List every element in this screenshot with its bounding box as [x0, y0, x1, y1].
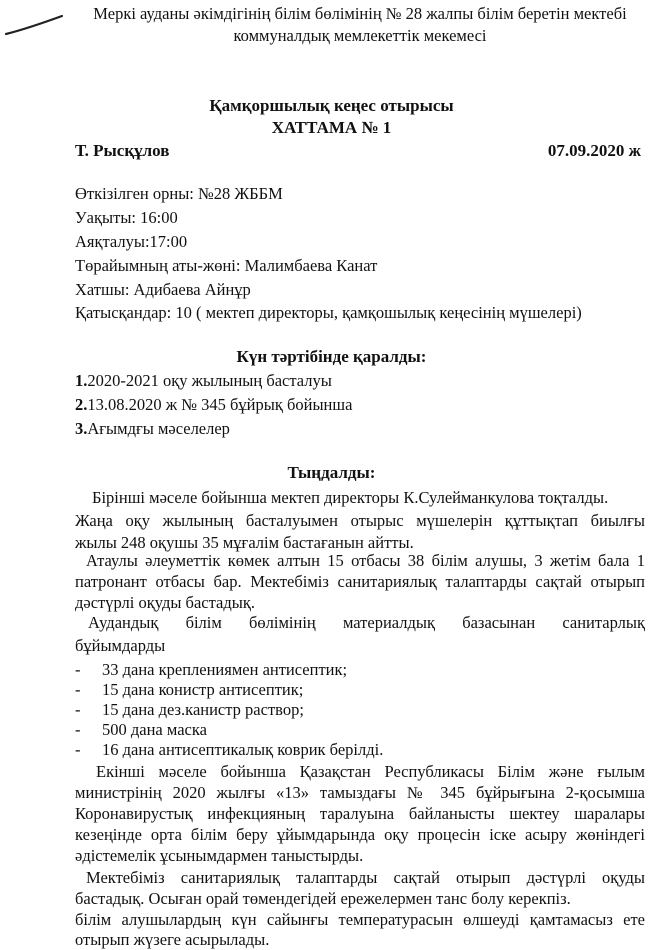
paragraph-3-line-2: патронант отбасы бар. Мектебіміз санитариялық талаптарды сақтай отырып: [75, 572, 645, 591]
list-item: [75, 680, 304, 700]
list-item: [75, 700, 304, 720]
secretary-line: Хатшы: Адибаева Айнұр: [75, 280, 251, 299]
paragraph-3-line-1: Атаулы әлеуметтік көмек алтын 15 отбасы 38 білім алушы, 3 жетім бала 1: [86, 551, 645, 570]
paragraph-5-line-3: Коронавирустық инфекцияның таралуына байланысты шектеу шаралары: [75, 804, 645, 823]
agenda-item: [75, 419, 230, 439]
participants-line: Қатысқандар: 10 ( мектеп директоры, қамқошылық кеңесінің мүшелері): [75, 303, 582, 322]
list-text: 16 дана антисептикалық коврик берілді.: [102, 740, 384, 759]
list-dash: -: [75, 740, 81, 759]
time-line: Уақыты: 16:00: [75, 208, 178, 227]
agenda-item-text: Ағымдғы мәселелер: [87, 419, 230, 438]
paragraph-5-line-1: Екінші мәселе бойынша Қазақстан Республикасы Білім және ғылым: [96, 762, 645, 781]
paragraph-6-line-1: Мектебіміз санитариялық талаптарды сақтай отырып дәстүрлі оқуды: [86, 868, 645, 887]
list-dash: -: [75, 680, 81, 699]
agenda-item-number: 2.: [75, 395, 88, 414]
agenda-item-number: 1.: [75, 371, 88, 390]
end-line: Аяқталуы:17:00: [75, 232, 188, 251]
list-text: 15 дана дез.канистр раствор;: [102, 700, 304, 719]
list-dash: -: [75, 720, 81, 739]
header-line-1: Меркі ауданы әкімдігінің білім бөлімінің № 28 жалпы білім беретін мектебі: [93, 4, 627, 23]
venue-line: Өткізілген орны: №28 ЖББМ: [75, 184, 283, 203]
list-item: [75, 740, 384, 760]
paragraph-5-line-4: кезеңінде орта білім беру ұйымдарында оқу процесін іске асыру жөніндегі: [75, 825, 645, 844]
paragraph-6-line-2: бастадық. Осыған орай төмендегідей ережелермен танс болу керекпіз.: [75, 889, 571, 908]
paragraph-5-line-5: әдістемелік ұсынымдармен таныстырды.: [75, 846, 364, 865]
list-text: 15 дана конистр антисептик;: [102, 680, 304, 699]
chair-line: Төрайымның аты-жөні: Малимбаева Канат: [75, 256, 378, 275]
list-dash: -: [75, 660, 81, 679]
agenda-item-number: 3.: [75, 419, 88, 438]
pen-stroke-mark: [4, 10, 66, 40]
paragraph-2-line-1: Жаңа оқу жылының басталуымен отырыс мүшелерін құттықтап биылғы: [75, 511, 645, 530]
paragraph-4-line-2: бұйымдарды: [75, 636, 166, 655]
paragraph-1: Бірінші мәселе бойынша мектеп директоры К.Сулейманкулова тоқталды.: [92, 488, 609, 507]
meeting-place: Т. Рысқұлов: [75, 141, 170, 160]
list-item: [75, 660, 348, 680]
paragraph-7-line-2: отырып жүзеге асырылады.: [75, 930, 270, 949]
agenda-item-text: 13.08.2020 ж № 345 бұйрық бойынша: [87, 395, 353, 414]
list-dash: -: [75, 700, 81, 719]
agenda-item: [75, 395, 352, 415]
list-text: 33 дана креплениямен антисептик;: [102, 660, 348, 679]
paragraph-3-line-3: дәстүрлі оқуды бастадық.: [75, 593, 255, 612]
agenda-heading: Күн тәртібінде қаралды:: [236, 347, 427, 366]
list-text: 500 дана маска: [102, 720, 207, 739]
agenda-item: [75, 371, 332, 391]
meeting-title: Қамқоршылық кеңес отырысы: [209, 96, 454, 115]
list-item: [75, 720, 207, 740]
paragraph-2-line-2: жылы 248 оқушы 35 мұғалім бастағанын айтты.: [75, 533, 414, 552]
heard-heading: Тыңдалды:: [287, 463, 376, 482]
header-line-2: коммуналдық мемлекеттік мекемесі: [233, 26, 487, 45]
protocol-title: ХАТТАМА № 1: [271, 118, 392, 137]
meeting-date: 07.09.2020 ж: [547, 141, 641, 160]
document-header: [70, 3, 650, 47]
agenda-item-text: 2020-2021 оқу жылының басталуы: [87, 371, 332, 390]
paragraph-4-line-1: Аудандық білім бөлімінің материалдық базасынан санитарлық: [88, 613, 645, 632]
paragraph-7-line-1: білім алушылардың күн сайынғы температурасын өлшеуді қамтамасыз ете: [75, 910, 645, 929]
paragraph-5-line-2: министрінің 2020 жылғы «13» тамыздағы № 345 бұйрығына 2-қосымша: [75, 783, 645, 802]
